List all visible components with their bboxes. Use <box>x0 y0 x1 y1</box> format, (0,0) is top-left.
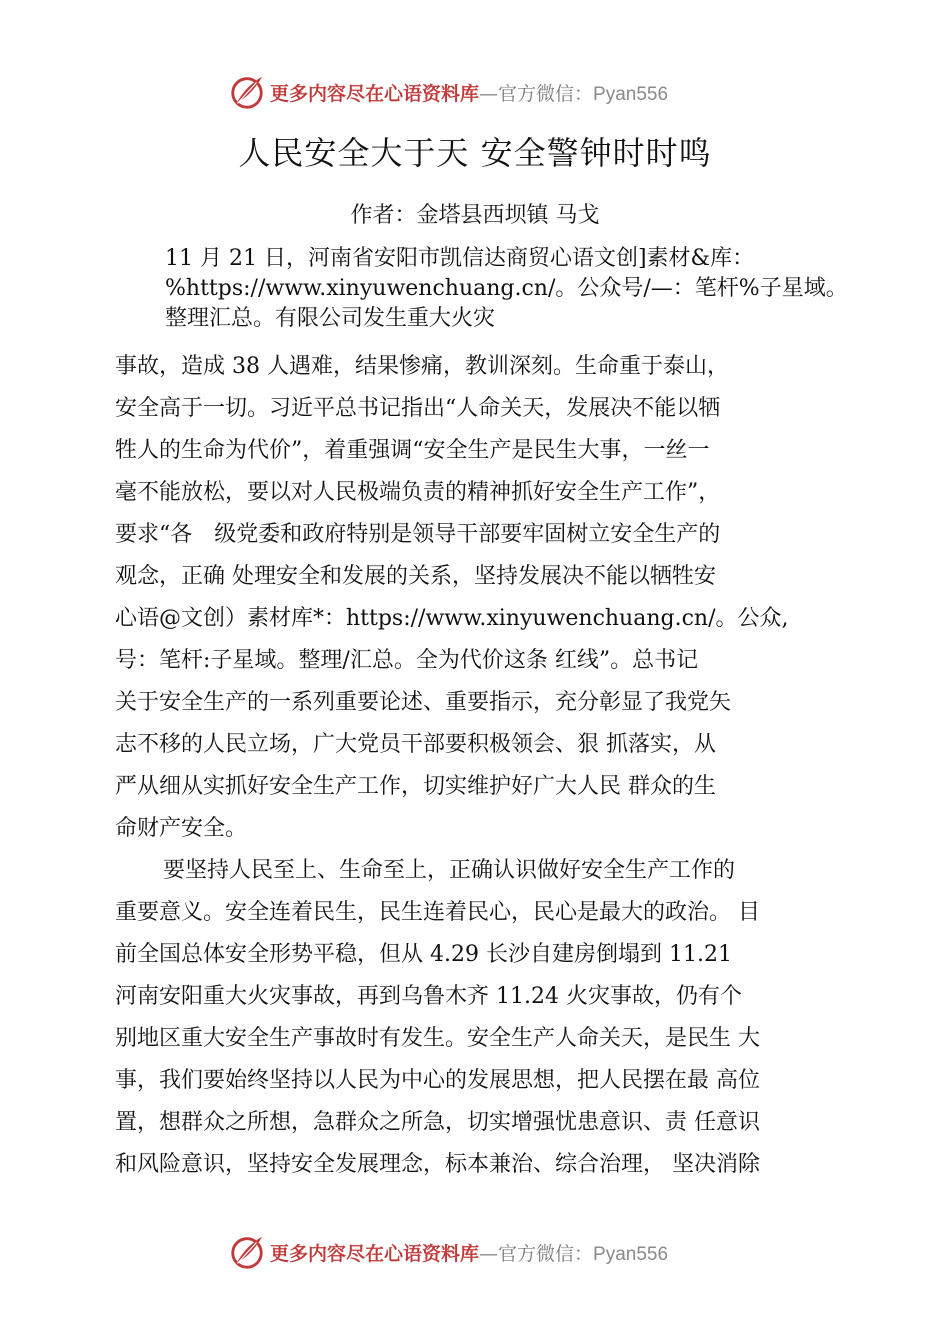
watermark-wechat-label: 官方微信： <box>498 1242 594 1265</box>
footer-watermark <box>228 1232 748 1272</box>
watermark-separator: — <box>479 1242 499 1265</box>
watermark-text <box>270 79 668 106</box>
watermark-site: 更多内容尽在心语资料库 <box>270 1242 480 1265</box>
header-watermark <box>228 72 748 112</box>
watermark-wechat-id: Pyan556 <box>593 1243 669 1265</box>
watermark-wechat-label: 官方微信： <box>498 82 594 105</box>
article-author: 作者：金塔县西坝镇 马戈 <box>350 203 600 228</box>
watermark-text <box>270 1239 668 1266</box>
watermark-separator: — <box>479 82 499 105</box>
watermark-wechat-id: Pyan556 <box>593 83 669 105</box>
paragraph: 要坚持人民至上、生命至上，正确认识做好安全生产工作的 重要意义。安全连着民生，民生连着民心，民心是最大的政治。 目 前全国总体安全形势平稳，但从 4.29 长沙自建房倒塌到 11.21 河南安阳重大火灾事故，再到乌鲁木齐 11.24 火灾事故，仍有个 别地区重大安全生产事故时有发生。安全生产人命关天，是民生 大 事，我们要始终坚持以人民为中心的发展思想，把人民摆在最 高位 置，想群众之所想，急群众之所急，切实增强忧患意识、责 任意识 和风险意识，坚持安全发展理念，标本兼治、综合治理， 坚决消除 <box>115 858 760 1177</box>
paragraph: 事故，造成 38 人遇难，结果惨痛，教训深刻。生命重于泰山， 安全高于一切。习近平总书记指出“人命关天，发展决不能以牺 牲人的生命为代价”，着重强调“安全生产是民生大事，一丝一 毫不能放松，要以对人民极端负责的精神抓好安全生产工作”， 要求“各 级党委和政府特别是领导干部要牢固树立安全生产的 观念，正确 处理安全和发展的关系，坚持发展决不能以牺牲安 心语@文创）素材库*：https://www.xinyuwenchuang.cn/。公众, 号：笔杆:子星域。整理/汇总。全为代价这条 红线”。总书记 关于安全生产的一系列重要论述、重要指示，充分彰显了我党矢 志不移的人民立场，广大党员干部要积极领会、狠 抓落实，从 严从细从实抓好安全生产工作，切实维护好广大人民 群众的生 命财产安全。 <box>115 354 789 841</box>
article-body <box>115 346 855 1186</box>
feather-pen-logo-icon <box>228 73 266 111</box>
feather-pen-logo-icon <box>228 1233 266 1271</box>
watermark-site: 更多内容尽在心语资料库 <box>270 82 480 105</box>
article-title: 人民安全大于天 安全警钟时时鸣 <box>238 134 712 172</box>
article-lead: 11 月 21 日，河南省安阳市凯信达商贸心语文创]素材&库：%https://www.xinyuwenchuang.cn/。公众号/—：笔杆%子星域。整理汇总。有限公司发生重大火灾 <box>165 246 848 331</box>
